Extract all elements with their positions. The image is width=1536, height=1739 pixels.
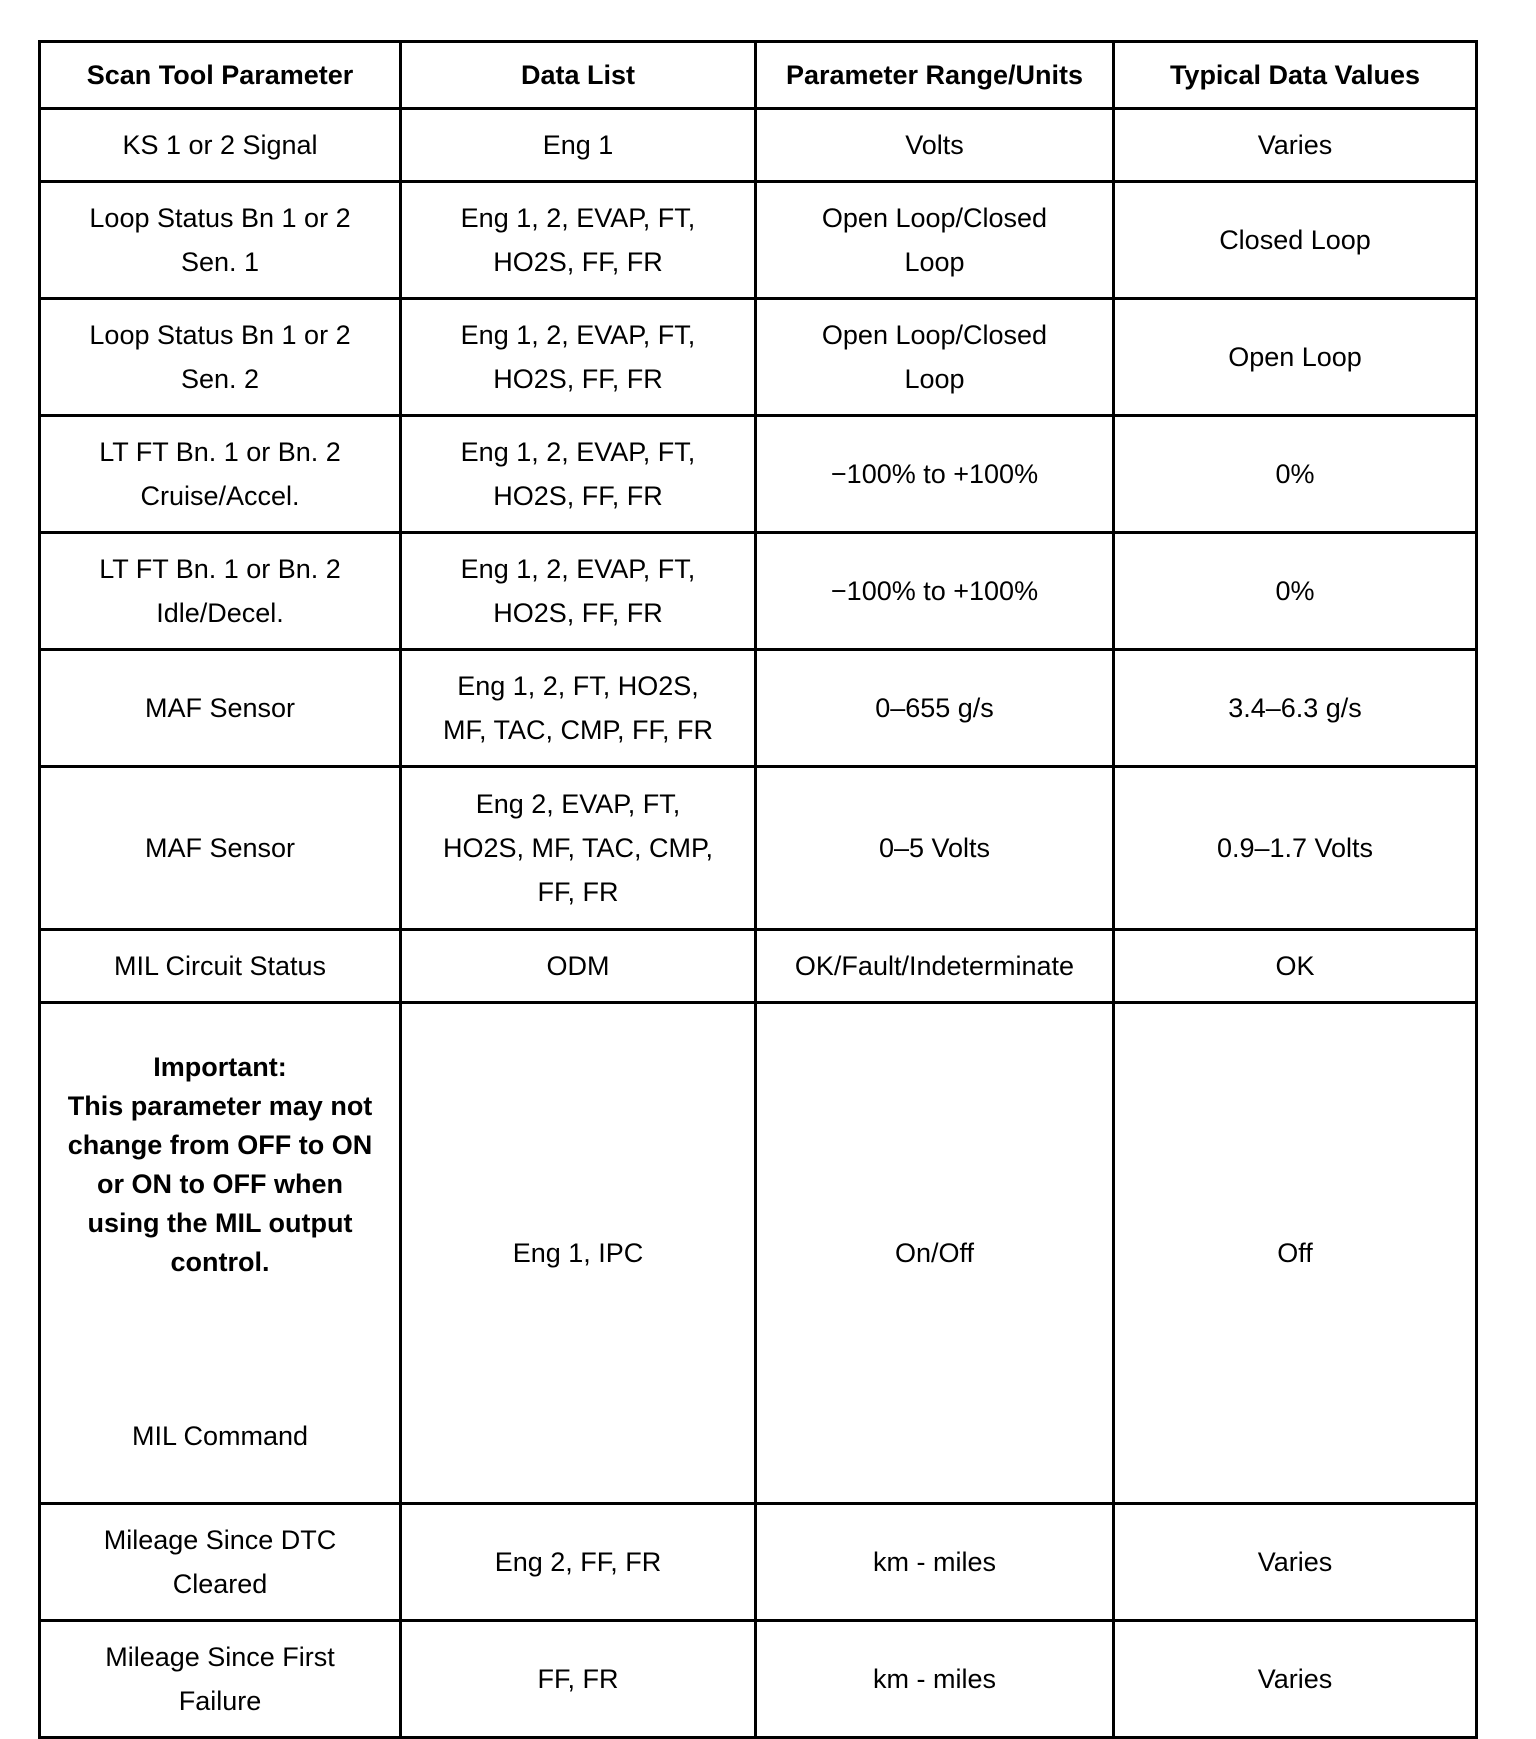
cell-range-units: Open Loop/Closed Loop bbox=[756, 182, 1114, 299]
table-row bbox=[40, 767, 1477, 930]
cell-data-list: FF, FR bbox=[401, 1621, 756, 1738]
cell-typical-value: Closed Loop bbox=[1114, 182, 1477, 299]
cell-typical-value: Varies bbox=[1114, 1621, 1477, 1738]
cell-data-list: Eng 2, EVAP, FT, HO2S, MF, TAC, CMP, FF, FR bbox=[401, 767, 756, 930]
cell-typical-value: 0% bbox=[1114, 533, 1477, 650]
table-row bbox=[40, 1003, 1477, 1504]
cell-data-list: ODM bbox=[401, 930, 756, 1003]
scan-tool-data-table bbox=[38, 40, 1478, 1739]
table-row bbox=[40, 416, 1477, 533]
header-typical-data-values: Typical Data Values bbox=[1114, 42, 1477, 109]
important-note: Important: This parameter may not change from OFF to ON or ON to OFF when using the MIL output control. bbox=[67, 1052, 373, 1277]
cell-range-units: Open Loop/Closed Loop bbox=[756, 299, 1114, 416]
cell-range-units: km - miles bbox=[756, 1621, 1114, 1738]
table-row bbox=[40, 109, 1477, 182]
cell-range-units: On/Off bbox=[756, 1003, 1114, 1504]
table-row bbox=[40, 1504, 1477, 1621]
cell-data-list: Eng 1, 2, FT, HO2S, MF, TAC, CMP, FF, FR bbox=[401, 650, 756, 767]
cell-parameter: KS 1 or 2 Signal bbox=[40, 109, 401, 182]
cell-parameter: Loop Status Bn 1 or 2 Sen. 2 bbox=[40, 299, 401, 416]
cell-parameter: Loop Status Bn 1 or 2 Sen. 1 bbox=[40, 182, 401, 299]
table-row bbox=[40, 930, 1477, 1003]
header-parameter-range-units: Parameter Range/Units bbox=[756, 42, 1114, 109]
cell-range-units: 0–5 Volts bbox=[756, 767, 1114, 930]
cell-parameter bbox=[40, 1003, 401, 1504]
cell-range-units: km - miles bbox=[756, 1504, 1114, 1621]
cell-data-list: Eng 1, 2, EVAP, FT, HO2S, FF, FR bbox=[401, 416, 756, 533]
table-row bbox=[40, 182, 1477, 299]
cell-typical-value: Varies bbox=[1114, 109, 1477, 182]
cell-typical-value: 0% bbox=[1114, 416, 1477, 533]
cell-parameter: LT FT Bn. 1 or Bn. 2 Idle/Decel. bbox=[40, 533, 401, 650]
cell-parameter: LT FT Bn. 1 or Bn. 2 Cruise/Accel. bbox=[40, 416, 401, 533]
cell-typical-value: OK bbox=[1114, 930, 1477, 1003]
cell-data-list: Eng 1 bbox=[401, 109, 756, 182]
param-spacer bbox=[55, 1326, 385, 1370]
cell-parameter: MIL Circuit Status bbox=[40, 930, 401, 1003]
cell-range-units: OK/Fault/Indeterminate bbox=[756, 930, 1114, 1003]
cell-typical-value: Open Loop bbox=[1114, 299, 1477, 416]
table-row bbox=[40, 299, 1477, 416]
cell-range-units: Volts bbox=[756, 109, 1114, 182]
cell-typical-value: 3.4–6.3 g/s bbox=[1114, 650, 1477, 767]
cell-data-list: Eng 1, 2, EVAP, FT, HO2S, FF, FR bbox=[401, 533, 756, 650]
table-row bbox=[40, 1621, 1477, 1738]
cell-range-units: −100% to +100% bbox=[756, 416, 1114, 533]
table-header-row bbox=[40, 42, 1477, 109]
cell-range-units: 0–655 g/s bbox=[756, 650, 1114, 767]
cell-typical-value: Off bbox=[1114, 1003, 1477, 1504]
cell-data-list: Eng 1, 2, EVAP, FT, HO2S, FF, FR bbox=[401, 182, 756, 299]
header-scan-tool-parameter: Scan Tool Parameter bbox=[40, 42, 401, 109]
cell-data-list: Eng 2, FF, FR bbox=[401, 1504, 756, 1621]
cell-typical-value: 0.9–1.7 Volts bbox=[1114, 767, 1477, 930]
cell-data-list: Eng 1, IPC bbox=[401, 1003, 756, 1504]
cell-parameter: Mileage Since First Failure bbox=[40, 1621, 401, 1738]
header-data-list: Data List bbox=[401, 42, 756, 109]
table-row bbox=[40, 650, 1477, 767]
cell-range-units: −100% to +100% bbox=[756, 533, 1114, 650]
cell-parameter: MAF Sensor bbox=[40, 767, 401, 930]
cell-data-list: Eng 1, 2, EVAP, FT, HO2S, FF, FR bbox=[401, 299, 756, 416]
cell-parameter-label: MIL Command bbox=[131, 1421, 309, 1451]
cell-parameter: Mileage Since DTC Cleared bbox=[40, 1504, 401, 1621]
cell-typical-value: Varies bbox=[1114, 1504, 1477, 1621]
cell-parameter: MAF Sensor bbox=[40, 650, 401, 767]
table-row bbox=[40, 533, 1477, 650]
